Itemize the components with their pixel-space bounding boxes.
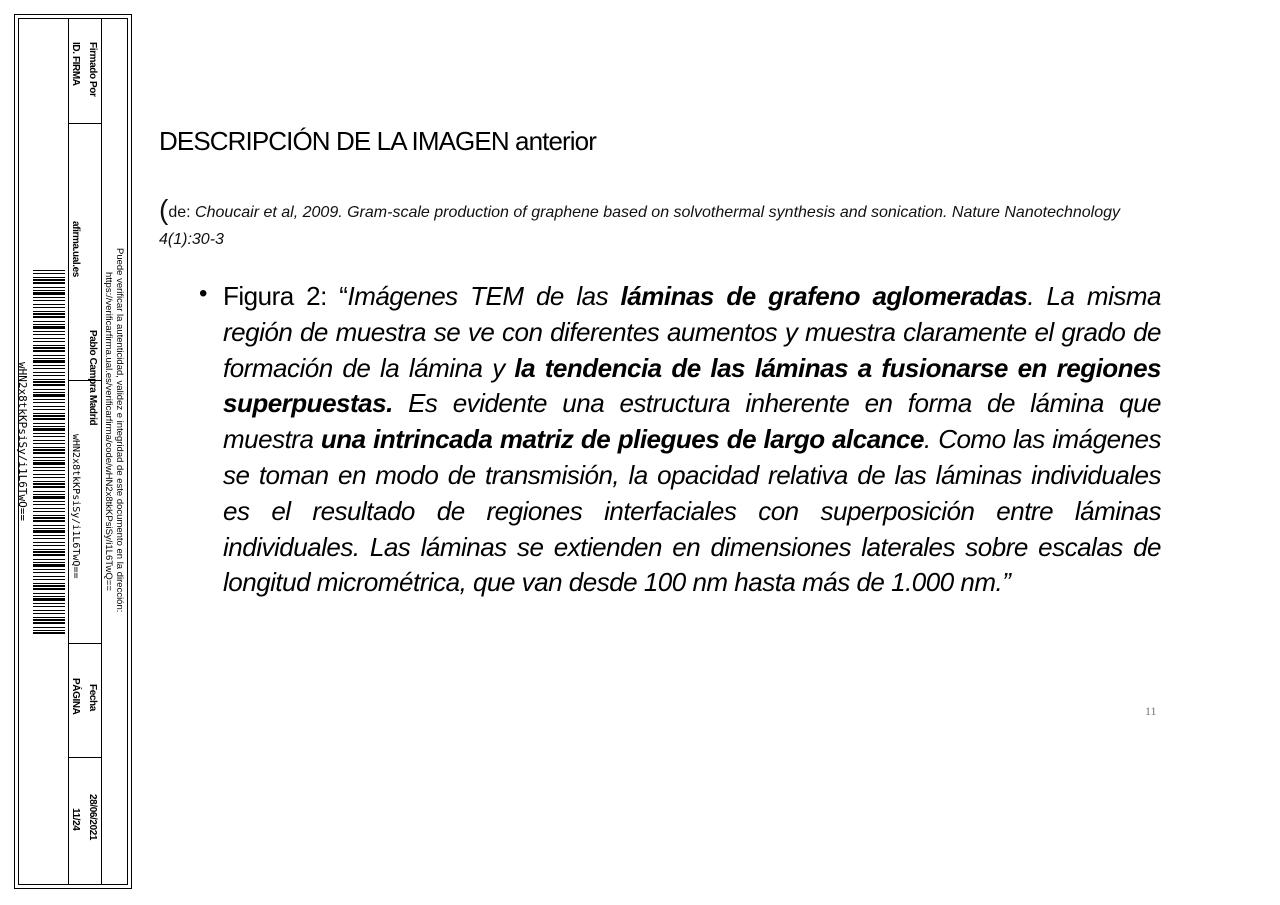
slide-title: DESCRIPCIÓN DE LA IMAGEN anterior [159,126,596,156]
figure-description [223,279,1161,601]
pagina-label: PÁGINA [70,678,81,715]
id-firma-code: wHN2x8tkKPsiSy/i1L6TwQ== [70,434,81,579]
citation-prefix: de: [168,204,196,221]
text-segment-bold: la tendencia de las láminas a fusionarse en regiones superpuestas. [223,352,1161,419]
verify-url: https://verificarfirma.ual.es/verificarfirma/code/wHN2x8tkKPsiSy/i1L6TwQ== [103,272,114,591]
divider [68,18,69,885]
barcode-image [33,270,65,634]
pagina-value: 11/24 [70,808,81,831]
citation [159,196,1159,253]
text-segment: Figura 2: “ [223,281,348,311]
text-segment-bold: láminas de grafeno aglomeradas [620,281,1028,311]
citation-paren: ( [159,194,169,225]
text-segment: Es evidente una estructura inherente en forma de lámina que muestra [223,388,1161,455]
text-segment-bold: una intrincada matriz de pliegues de largo alcance [320,424,924,455]
divider [101,18,102,885]
id-firma-value: afirma.ual.es [70,221,81,277]
bullet-icon: • [199,280,208,307]
verify-text-line1: Puede verificar la autenticidad, validez e integridad de este documento en la dirección: [114,248,125,613]
firmado-por-value: Pablo Campra Madrid [87,330,98,426]
barcode-code: wHN2x8tkKPsiSy/i1L6TwQ== [16,362,29,521]
fecha-value: 28/06/2021 [87,794,98,841]
text-segment: . Como las imágenes se toman en modo de transmisión, la opacidad relativa de las láminas individuales es el resultado de regiones interfaciales con superposición entre láminas individuales. Las láminas se extienden en dimensiones laterales sobre escalas de longitud micrométrica, que van desde 100 nm hasta más de 1.000 nm.” [223,424,1161,598]
fecha-label: Fecha [87,684,98,711]
firmado-por-label: Firmado Por [87,42,98,97]
id-firma-label: ID. FIRMA [70,42,81,86]
divider [68,123,101,124]
divider [68,643,101,644]
divider [68,757,101,758]
text-segment: Imágenes TEM de las [347,281,621,311]
page-number: 11 [1145,704,1157,718]
text-segment: . La misma región de muestra se ve con diferentes aumentos y muestra claramente el grado de formación de la lámina y [223,281,1161,383]
citation-source: Choucair et al, 2009. Gram-scale production of graphene based on solvothermal synthesis and sonication. Nature Nanotechnology 4(1):30-3 [159,204,1121,248]
